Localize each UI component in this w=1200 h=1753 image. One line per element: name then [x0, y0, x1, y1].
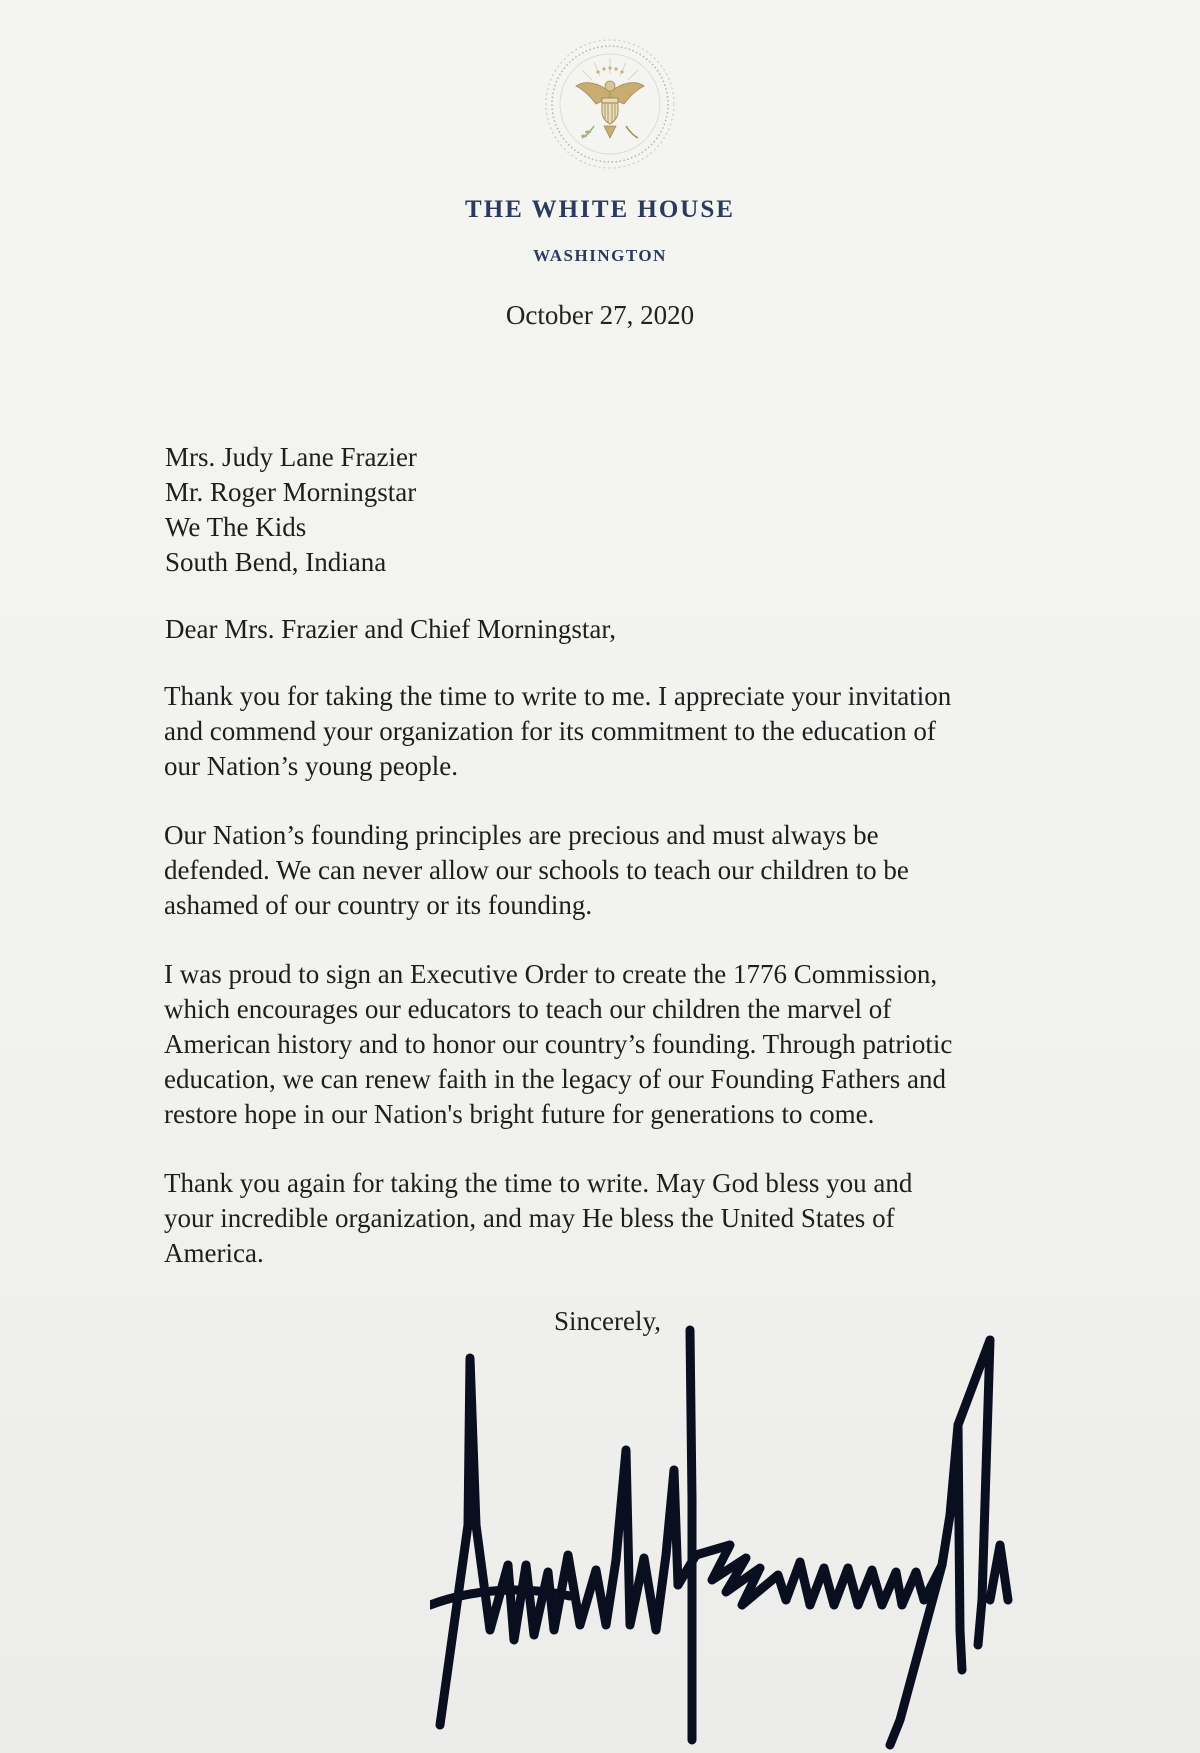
paragraph-line: defended. We can never allow our schools to teach our children to be — [164, 855, 909, 885]
address-line: We The Kids — [165, 512, 307, 542]
paragraph-line: and commend your organization for its commitment to the education of — [164, 716, 936, 746]
letter-date: October 27, 2020 — [505, 300, 695, 330]
paragraph-line: ashamed of our country or its founding. — [164, 890, 593, 920]
body-paragraph-3 — [164, 957, 1064, 1132]
address-line: Mr. Roger Morningstar — [165, 477, 417, 507]
salutation: Dear Mrs. Frazier and Chief Morningstar, — [165, 614, 617, 644]
body-paragraph-2 — [164, 818, 1064, 923]
body-paragraph-4 — [164, 1166, 1064, 1271]
address-line: South Bend, Indiana — [165, 547, 387, 577]
paragraph-line: Thank you again for taking the time to write. May God bless you and — [164, 1168, 913, 1198]
closing: Sincerely, — [554, 1306, 661, 1336]
paragraph-line: restore hope in our Nation's bright future for generations to come. — [164, 1099, 875, 1129]
paragraph-line: your incredible organization, and may He bless the United States of — [164, 1203, 895, 1233]
recipient-address — [165, 440, 417, 580]
paragraph-line: which encourages our educators to teach our children the marvel of — [164, 994, 892, 1024]
paragraph-line: our Nation’s young people. — [164, 751, 458, 781]
paragraph-line: American history and to honor our country’s founding. Through patriotic — [164, 1029, 953, 1059]
letterhead-title: THE WHITE HOUSE — [465, 196, 735, 223]
paragraph-line: education, we can renew faith in the legacy of our Founding Fathers and — [164, 1064, 946, 1094]
body-paragraph-1 — [164, 679, 1064, 784]
handwritten-signature-icon — [430, 1300, 1070, 1753]
address-line: Mrs. Judy Lane Frazier — [165, 442, 417, 472]
paragraph-line: Our Nation’s founding principles are precious and must always be — [164, 820, 879, 850]
presidential-seal-icon — [540, 34, 680, 174]
letterhead-city: WASHINGTON — [533, 246, 667, 265]
paragraph-line: Thank you for taking the time to write to me. I appreciate your invitation — [164, 681, 952, 711]
paragraph-line: America. — [164, 1238, 264, 1268]
paragraph-line: I was proud to sign an Executive Order to create the 1776 Commission, — [164, 959, 938, 989]
